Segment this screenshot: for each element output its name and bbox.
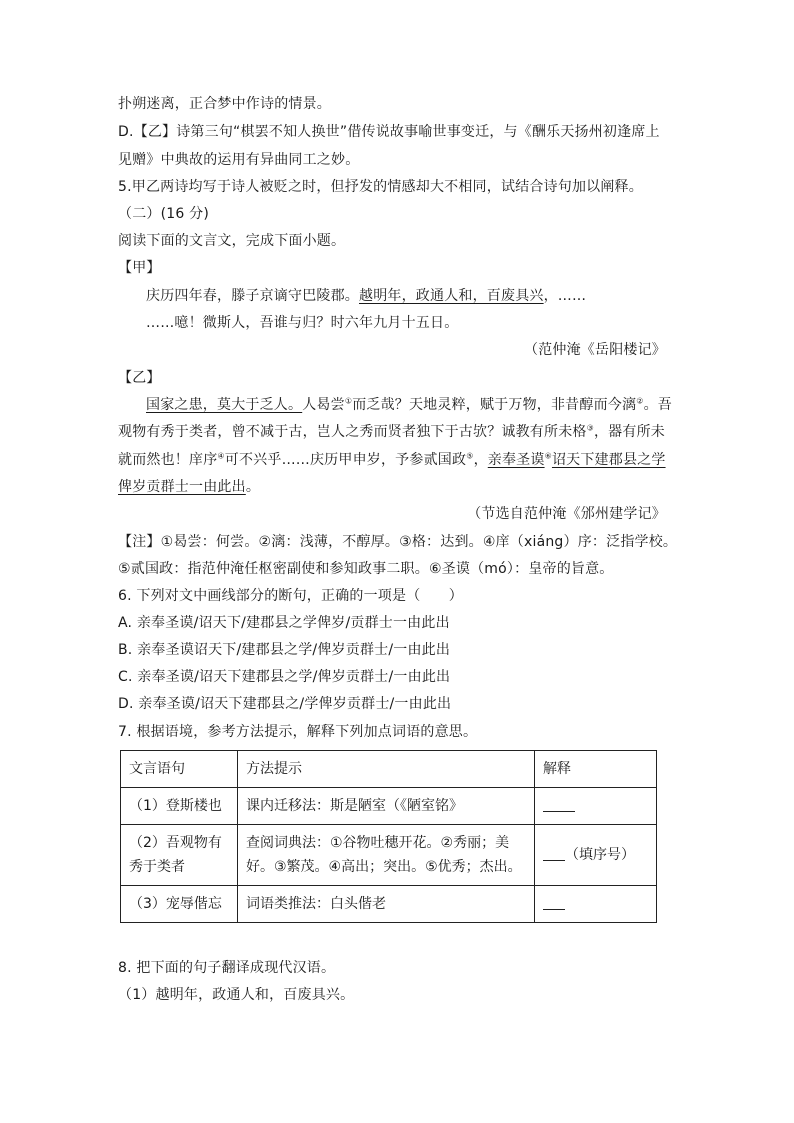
passage-jia-heading: 【甲】	[118, 260, 161, 276]
answer-blank[interactable]	[543, 797, 575, 812]
passage-yi-heading: 【乙】	[118, 370, 161, 386]
yi-text: 人曷尝	[302, 397, 345, 413]
note-marker: ①	[344, 396, 353, 406]
section-heading: （二）(16 分)	[118, 206, 209, 222]
yi-text: 就而然也！庠序	[118, 452, 218, 468]
answer-blank[interactable]	[543, 895, 565, 910]
jia-underlined-sentence: 越明年，政通人和，百废具兴	[359, 288, 544, 304]
question-6-option-c: C. 亲奉圣谟/诏天下建郡县之学/俾岁贡群士/一由此出	[118, 669, 451, 685]
yi-underlined-text: 亲奉圣谟	[487, 452, 545, 468]
question-6-stem: 6. 下列对文中画线部分的断句，正确的一项是（ ）	[118, 588, 464, 604]
question-6-option-b: B. 亲奉圣谟诏天下/建郡县之学/俾岁贡群士/一由此出	[118, 642, 451, 658]
answer-blank[interactable]	[543, 846, 565, 861]
option-d-line1: D.【乙】诗第三句“棋罢不知人换世”借传说故事喻世事变迁，与《酬乐天扬州初逢席上	[118, 124, 660, 140]
passage-yi-line3	[118, 450, 666, 470]
question-6-option-d: D. 亲奉圣谟/诏天下建郡县之/学俾岁贡群士/一由此出	[118, 696, 452, 712]
table-header-row	[121, 751, 657, 788]
yi-text: 可不兴乎……庆历甲申岁，予参贰国政	[224, 452, 467, 468]
yi-underlined-text: 诏天下建郡县之学	[551, 452, 666, 468]
yi-underlined-text: 俾岁贡群士一由此出	[118, 479, 246, 495]
option-d-line2: 见赠》中典故的运用有异曲同工之妙。	[118, 152, 360, 168]
hint-cell: 查阅词典法：①谷物吐穗开花。②秀丽；美好。③繁茂。④高出；突出。⑤优秀；杰出。	[238, 825, 535, 886]
notes-line2: ⑤贰国政：指范仲淹任枢密副使和参知政事二职。⑥圣谟（mó）：皇帝的旨意。	[118, 561, 614, 577]
yi-text: 观物有秀于类者，曾不减于古，岂人之秀而贤者独下于古欤？诚教有所未格	[118, 424, 587, 440]
passage-yi-line1	[146, 395, 672, 415]
question-6-option-a: A. 亲奉圣谟/诏天下/建郡县之学俾岁/贡群士一由此出	[118, 615, 450, 631]
passage-yi-source: （节选自范仲淹《邠州建学记》	[467, 506, 666, 522]
table-row	[121, 886, 657, 923]
note-marker: ⑥	[544, 451, 552, 461]
jia-text: 庆历四年春，滕子京谪守巴陵郡。	[146, 288, 359, 304]
phrase-cell: （3）宠辱偕忘	[121, 886, 238, 923]
phrase-cell: （2）吾观物有秀于类者	[121, 825, 238, 886]
yi-text: 。	[245, 479, 261, 495]
text-line: 扑朔迷离，正合梦中作诗的情景。	[118, 96, 331, 112]
answer-cell	[535, 886, 657, 923]
question-5: 5.甲乙两诗均写于诗人被贬之时，但抒发的情感却大不相同，试结合诗句加以阐释。	[118, 179, 643, 195]
note-marker: ④	[217, 451, 225, 461]
note-marker: ⑤	[466, 451, 474, 461]
question-8-item-1: （1）越明年，政通人和，百废具兴。	[118, 987, 355, 1003]
jia-text: ，……	[543, 288, 587, 304]
table-row	[121, 788, 657, 825]
answer-cell	[535, 788, 657, 825]
instructions: 阅读下面的文言文，完成下面小题。	[118, 233, 346, 249]
passage-jia-line2: ……噫！微斯人，吾谁与归？时六年九月十五日。	[146, 315, 459, 331]
yi-text: 。吾	[643, 397, 672, 413]
notes-line1: 【注】①曷尝：何尝。②漓：浅薄，不醇厚。③格：达到。④庠（xiáng）序：泛指学校。	[118, 534, 678, 550]
note-marker: ②	[636, 396, 644, 406]
passage-yi-line2	[118, 422, 665, 442]
yi-text: ，器有所未	[593, 424, 665, 440]
passage-jia-source: （范仲淹《岳阳楼记》	[524, 342, 666, 358]
question-7-table	[120, 750, 657, 923]
question-7-stem: 7. 根据语境，参考方法提示，解释下列加点词语的意思。	[118, 724, 478, 740]
passage-yi-line4	[118, 477, 260, 497]
phrase-cell: （1）登斯楼也	[121, 788, 238, 825]
question-8-stem: 8. 把下面的句子翻译成现代汉语。	[118, 960, 336, 976]
answer-hint: （填序号）	[565, 847, 635, 863]
yi-text: ，	[473, 452, 488, 468]
note-marker: ③	[586, 423, 594, 433]
table-header-cell: 解释	[535, 751, 657, 788]
answer-cell	[535, 825, 657, 886]
table-header-cell: 文言语句	[121, 751, 238, 788]
yi-text: 而乏哉？天地灵粹，赋于万物，非昔醇而今漓	[352, 397, 637, 413]
hint-cell: 课内迁移法：斯是陋室（《陋室铭》	[238, 788, 535, 825]
table-row	[121, 825, 657, 886]
table-header-cell: 方法提示	[238, 751, 535, 788]
passage-jia-line1	[146, 286, 586, 306]
hint-cell: 词语类推法：白头偕老	[238, 886, 535, 923]
yi-underlined-sentence: 国家之患，莫大于乏人。	[146, 397, 303, 413]
